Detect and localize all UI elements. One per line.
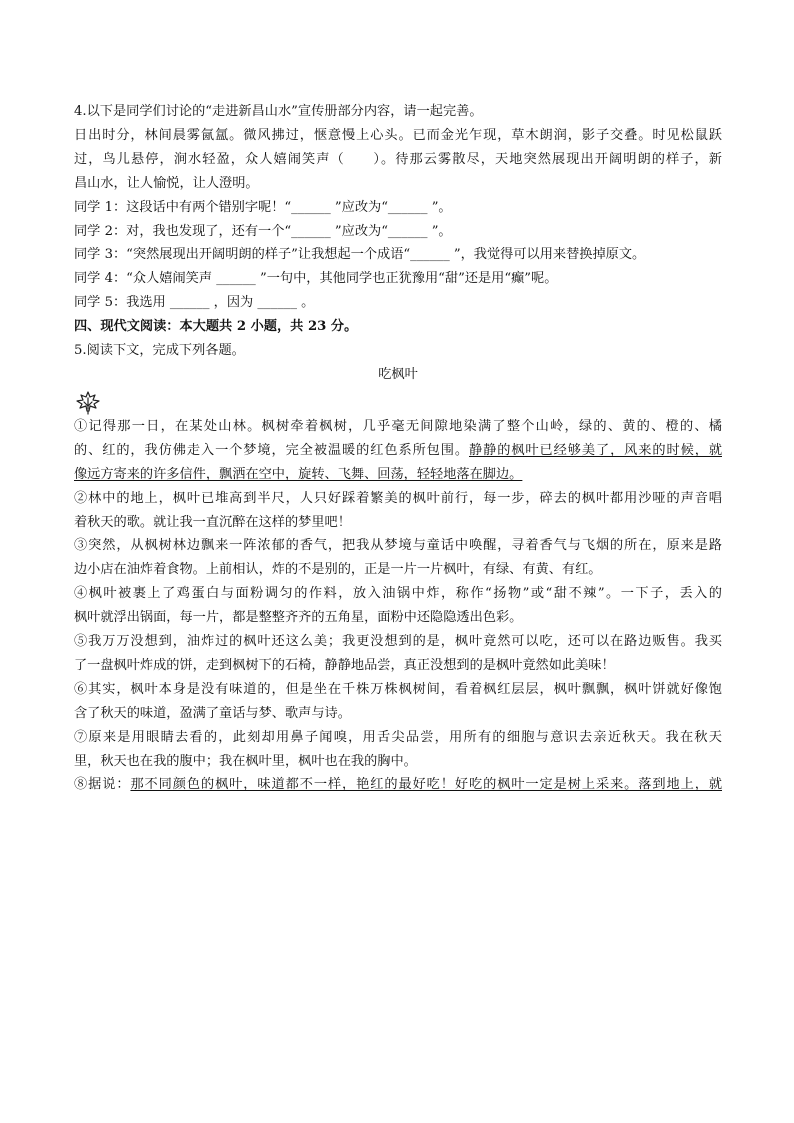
- article-line: ①记得那一日，在某处山林。枫树牵着枫树，几乎毫无间隙地染满了整个山岭，绿的、黄的、橙的、橘: [74, 418, 722, 434]
- article-line: 了一盘枫叶炸成的饼，走到枫树下的石椅，静静地品尝，真正没想到的是枫叶竟然如此美味！: [74, 657, 615, 673]
- article-line: [74, 439, 722, 463]
- article-line: 里，秋天也在我的腹中；我在枫叶里，枫叶也在我的胸中。: [74, 753, 417, 769]
- article-line: ⑤我万万没想到，油炸过的枫叶还这么美；我更没想到的是，枫叶竟然可以吃，还可以在路边贩售。我买: [74, 634, 722, 650]
- student-5-line: 同学 5：我选用 ______ ，因为 ______ 。: [74, 295, 315, 311]
- article-line: 枫叶就浮出锅面，每一片，都是整整齐齐的五角星，面粉中还隐隐透出色彩。: [74, 610, 523, 626]
- article-line: ③突然，从枫树林边飘来一阵浓郁的香气，把我从梦境与童话中唤醒，寻着香气与飞烟的所在，原来是路: [74, 538, 722, 554]
- question4-prompt: 4.以下是同学们讨论的“走进新昌山水”宣传册部分内容，请一起完善。: [74, 104, 483, 119]
- article-line: ②林中的地上，枫叶已堆高到半尺，人只好踩着繁美的枫叶前行，每一步，碎去的枫叶都用沙哑的声音唱: [74, 490, 722, 506]
- article-line-underlined: 像远方寄来的许多信件，飘洒在空中，旋转、飞舞、回荡，轻轻地落在脚边。: [74, 466, 523, 482]
- article-text: ⑧据说：: [74, 777, 131, 793]
- article-line: 边小店在油炸着食物。上前相认，炸的不是别的，正是一片一片枫叶，有绿、有黄、有红。: [74, 562, 602, 578]
- underlined-sentence: 静静的枫叶已经够美了，风来的时候，就: [469, 442, 722, 458]
- article-line: ⑦原来是用眼睛去看的，此刻却用鼻子闻嗅，用舌尖品尝，用所有的细胞与意识去亲近秋天。我在秋天: [74, 729, 722, 745]
- passage-line: 昌山水，让人愉悦，让人澄明。: [74, 175, 259, 191]
- underlined-sentence: 那不同颜色的枫叶，味道都不一样，艳红的最好吃！好吃的枫叶一定是树上采来。落到地上，就: [130, 777, 722, 793]
- article-line: ⑥其实，枫叶本身是没有味道的，但是坐在千株万株枫树间，看着枫红层层，枫叶飘飘，枫叶饼就好像饱: [74, 681, 722, 697]
- page-content: [74, 100, 722, 797]
- passage-line: 日出时分，林间晨雾氤氲。微风拂过，惬意慢上心头。已而金光乍现，草木朗润，影子交叠。时见松鼠跃: [74, 127, 722, 143]
- student-4-line: 同学 4：“众人嬉闹笑声 ______ ”一句中，其他同学也正犹豫用“甜”还是用“癫”呢。: [74, 271, 558, 287]
- article-title: 吃枫叶: [378, 366, 418, 382]
- passage-line: 过，鸟儿悬停，涧水轻盈，众人嬉闹笑声（ ）。待那云雾散尽，天地突然展现出开阔明朗的样子，新: [74, 151, 722, 167]
- student-discussion: [74, 196, 722, 316]
- question5-prompt: 5.阅读下文，完成下列各题。: [74, 343, 245, 359]
- student-2-line: 同学 2：对，我也发现了，还有一个“______ ”应改为“______ ”。: [74, 223, 452, 239]
- maple-leaf-icon: [74, 389, 722, 415]
- article-line: 含了秋天的味道，盈满了童话与梦、歌声与诗。: [74, 705, 351, 721]
- question4-passage: [74, 124, 722, 196]
- article-text: 的、红的，我仿佛走入一个梦境，完全被温暖的红色系所包围。: [74, 442, 469, 458]
- article-body: [74, 415, 722, 798]
- article-line: ④枫叶被裹上了鸡蛋白与面粉调匀的作料，放入油锅中炸，称作“扬物”或“甜不辣”。一下子，丢入的: [74, 586, 722, 602]
- student-1-line: 同学 1：这段话中有两个错别字呢！“______ ”应改为“______ ”。: [74, 199, 452, 215]
- student-3-line: 同学 3：“突然展现出开阔明朗的样子”让我想起一个成语“______ ”，我觉得可以用来替换掉原文。: [74, 247, 646, 263]
- article-line: [74, 773, 722, 797]
- article-line: 着秋天的歌。就让我一直沉醉在这样的梦里吧！: [74, 514, 351, 530]
- section-heading: 四、现代文阅读：本大题共 2 小题，共 23 分。: [74, 319, 358, 335]
